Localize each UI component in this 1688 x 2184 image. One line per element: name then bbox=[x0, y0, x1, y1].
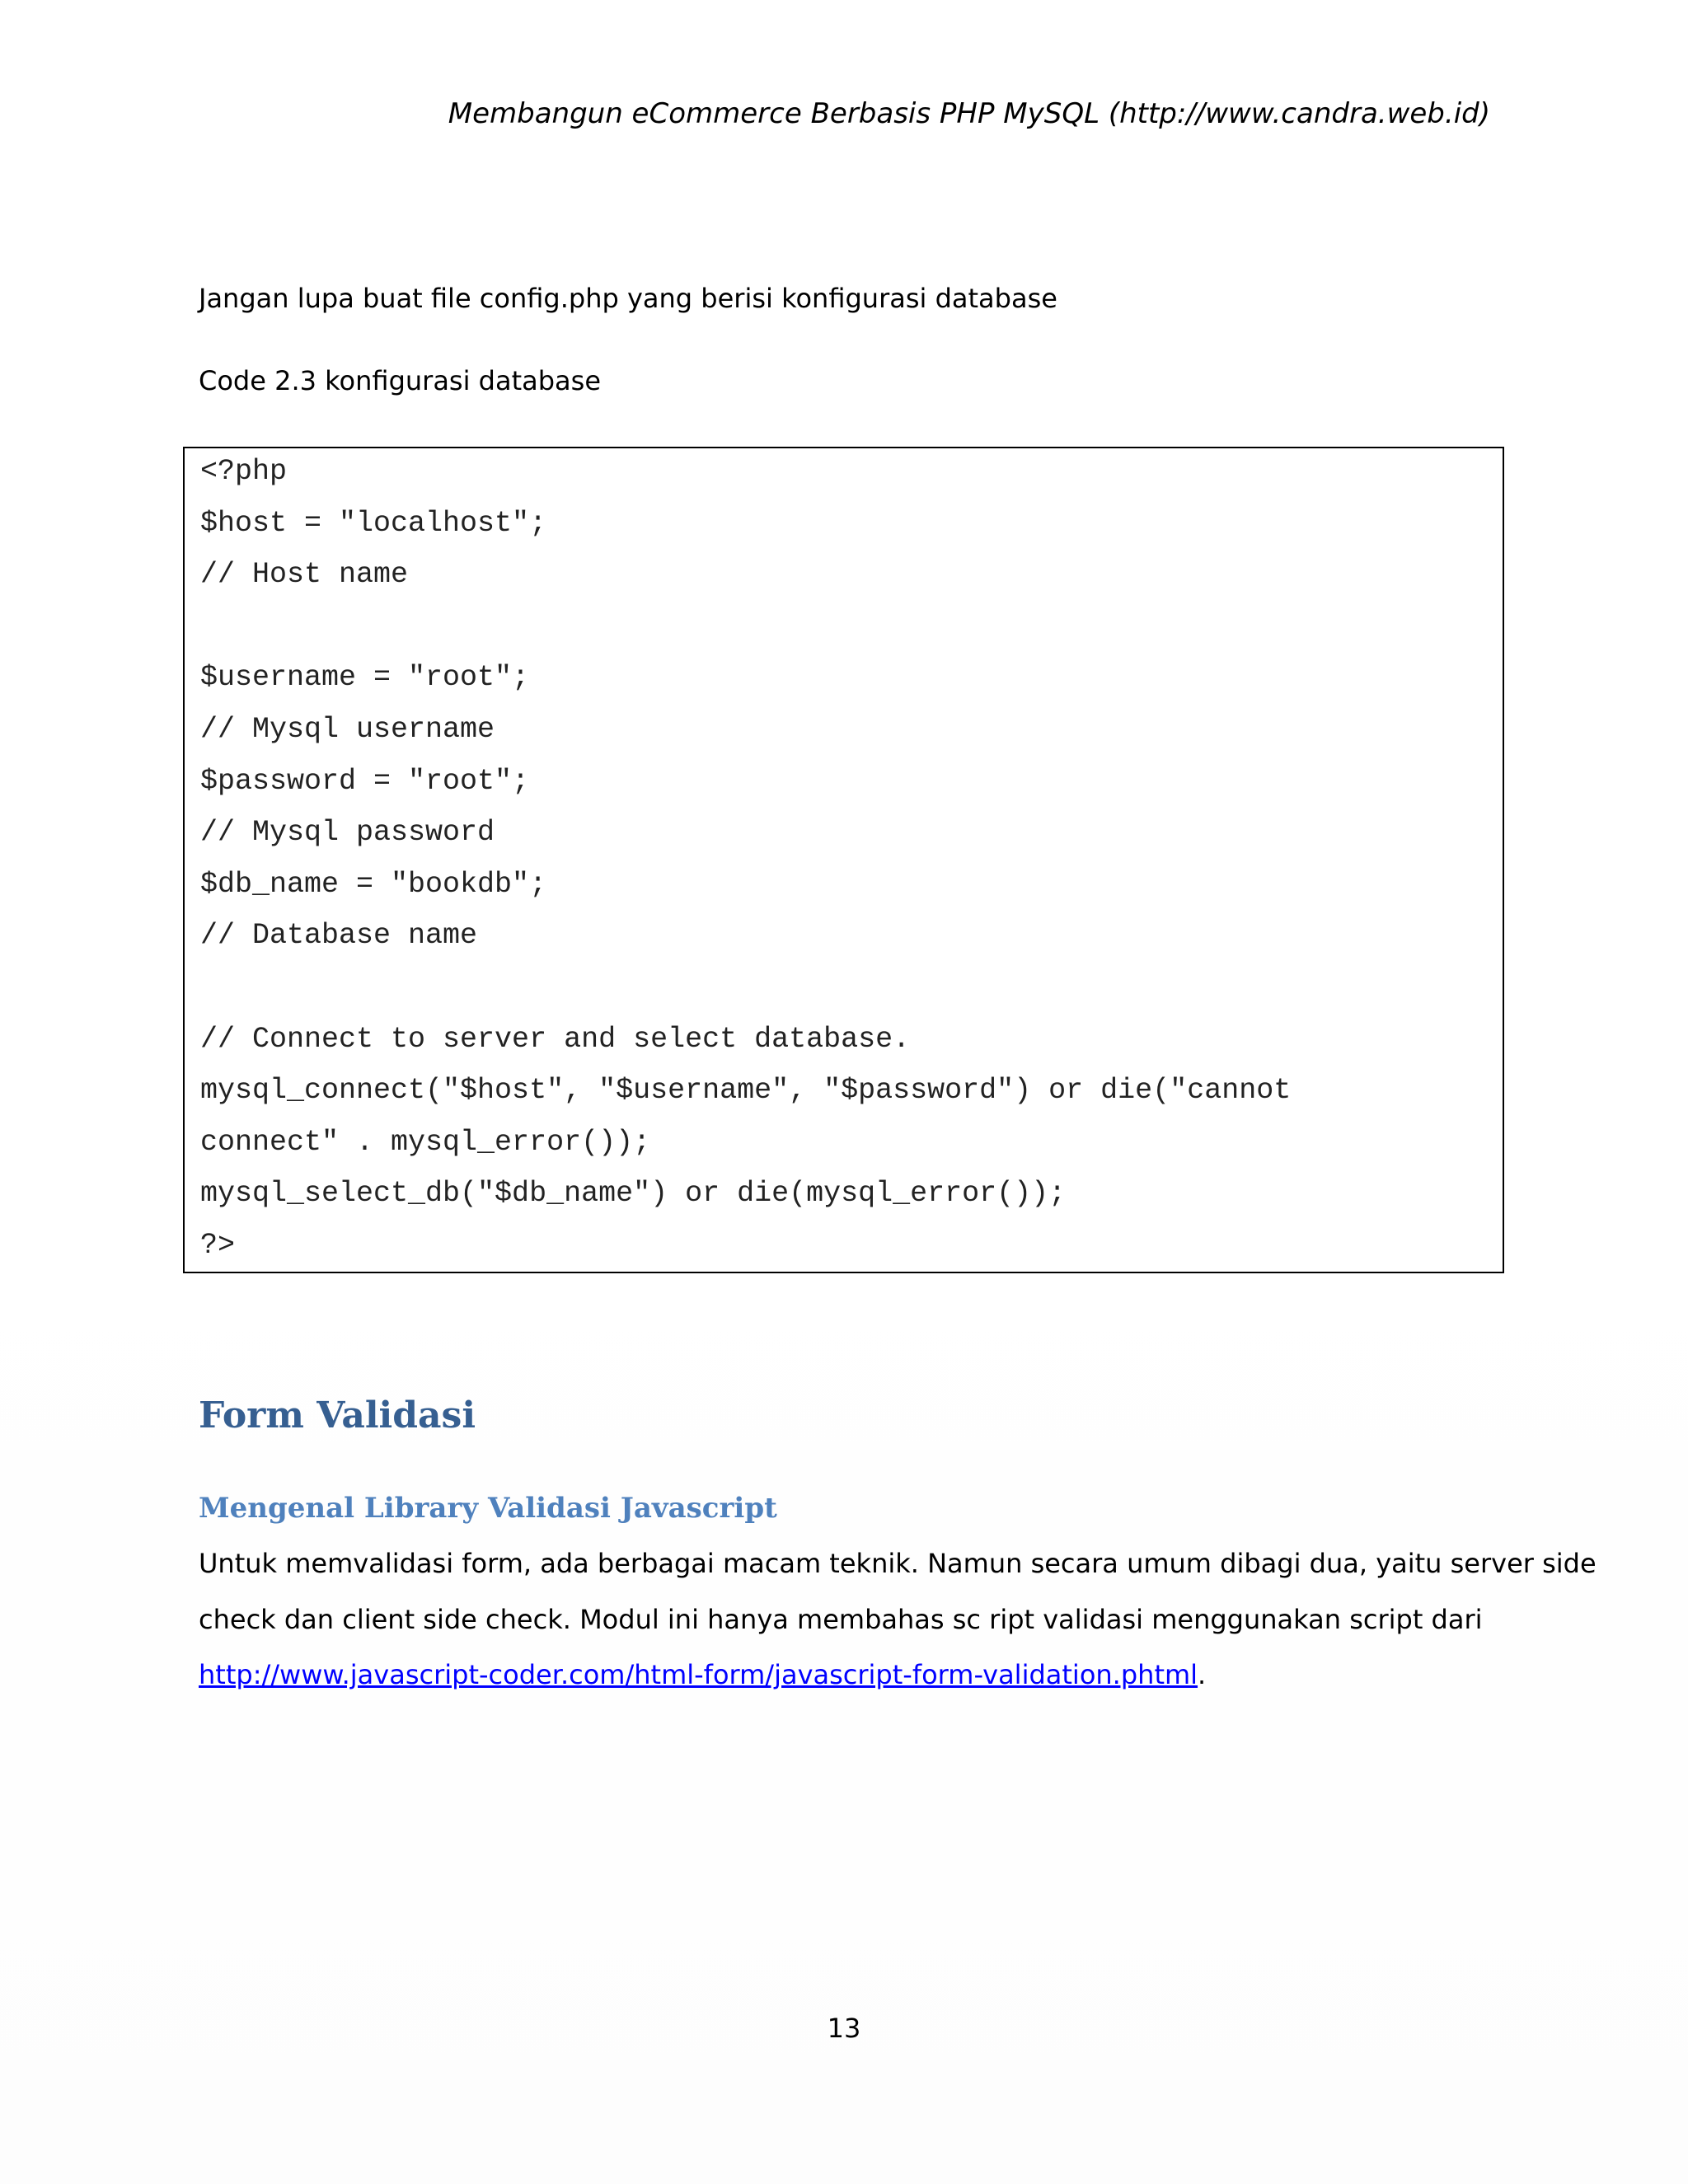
code-caption: Code 2.3 konfigurasi database bbox=[199, 365, 602, 396]
code-line: $password = "root"; bbox=[200, 764, 530, 798]
code-line: $db_name = "bookdb"; bbox=[200, 867, 547, 901]
body-text-line: Untuk memvalidasi form, ada berbagai macam teknik. Namun secara umum dibagi dua, yaitu server side bbox=[199, 1548, 1597, 1579]
code-line: $username = "root"; bbox=[200, 661, 530, 695]
code-listing-box bbox=[183, 447, 1504, 1273]
code-line: // Mysql username bbox=[200, 712, 495, 746]
body-text-line: check dan client side check. Modul ini hanya membahas sc ript validasi menggunakan script dari bbox=[199, 1604, 1483, 1635]
code-line: // Mysql password bbox=[200, 816, 495, 850]
code-line: // Connect to server and select database. bbox=[200, 1022, 911, 1056]
code-line: <?php bbox=[200, 455, 288, 488]
body-text-line-with-link bbox=[199, 1659, 1206, 1690]
code-line bbox=[200, 962, 1291, 1014]
code-line bbox=[200, 601, 1291, 653]
javascript-coder-link[interactable]: http://www.javascript-coder.com/html-form/javascript-form-validation.phtml bbox=[199, 1659, 1198, 1690]
running-header: Membangun eCommerce Berbasis PHP MySQL (http://www.candra.web.id) bbox=[448, 97, 1490, 130]
code-line: ?> bbox=[200, 1228, 236, 1262]
subsection-heading: Mengenal Library Validasi Javascript bbox=[199, 1492, 777, 1525]
section-heading: Form Validasi bbox=[199, 1394, 476, 1436]
code-line: connect" . mysql_error()); bbox=[200, 1125, 651, 1159]
link-suffix: . bbox=[1198, 1659, 1207, 1690]
code-lines bbox=[200, 446, 1291, 1272]
code-line: // Host name bbox=[200, 558, 409, 592]
code-line: // Database name bbox=[200, 919, 478, 953]
page-number: 13 bbox=[827, 2013, 861, 2044]
code-line: mysql_connect("$host", "$username", "$password") or die("cannot bbox=[200, 1074, 1292, 1108]
code-line: mysql_select_db("$db_name") or die(mysql_error()); bbox=[200, 1177, 1067, 1211]
intro-paragraph: Jangan lupa buat file config.php yang berisi konfigurasi database bbox=[199, 283, 1057, 314]
code-line: $host = "localhost"; bbox=[200, 506, 547, 540]
